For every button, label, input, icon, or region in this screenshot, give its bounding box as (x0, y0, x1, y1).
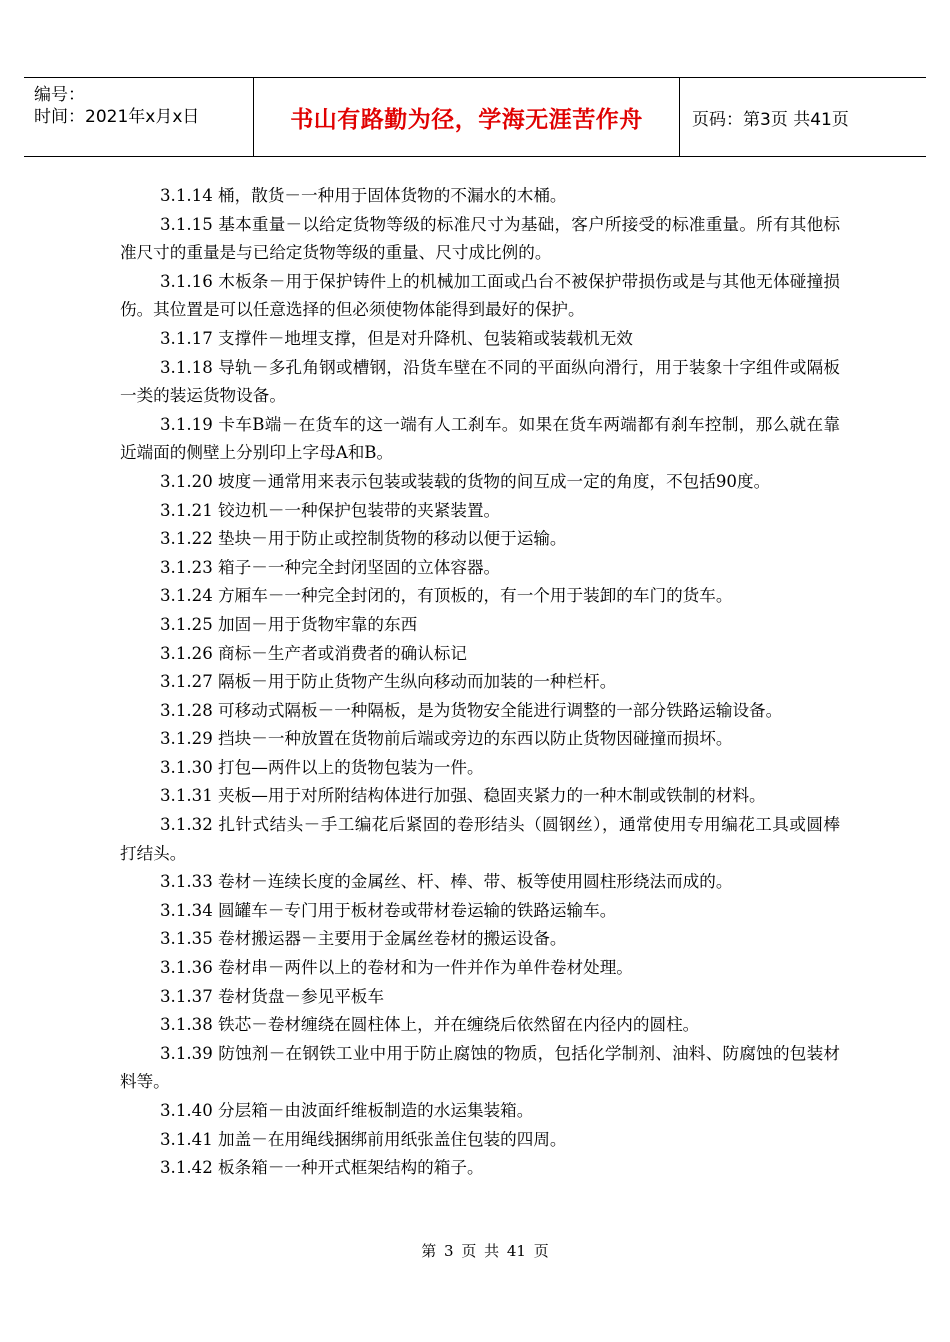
paragraph-3-1-34: 3.1.34 圆罐车－专门用于板材卷或带材卷运输的铁路运输车。 (160, 900, 617, 920)
paragraph-3-1-19: 3.1.19 卡车B端－在货车的这一端有人工刹车。如果在货车两端都有刹车控制，那么就在靠近端面的侧壁上分别印上字母A和B。 (120, 414, 840, 463)
paragraph-3-1-33: 3.1.33 卷材－连续长度的金属丝、杆、棒、带、板等使用圆柱形绕法而成的。 (160, 872, 733, 892)
paragraph-3-1-23: 3.1.23 箱子－一种完全封闭坚固的立体容器。 (160, 557, 501, 577)
paragraph-3-1-15: 3.1.15 基本重量－以给定货物等级的标准尺寸为基础，客户所接受的标准重量。所有其他标准尺寸的重量是与已给定货物等级的重量、尺寸成比例的。 (120, 214, 840, 263)
paragraph-3-1-14: 3.1.14 桶，散货－一种用于固体货物的不漏水的木桶。 (160, 186, 567, 205)
paragraph-3-1-39: 3.1.39 防蚀剂－在钢铁工业中用于防止腐蚀的物质，包括化学制剂、油料、防腐蚀的包装材料等。 (120, 1043, 840, 1092)
header-motto: 书山有路勤为径，学海无涯苦作舟 (254, 78, 680, 156)
header-meta (24, 78, 254, 156)
paragraph-3-1-31: 3.1.31 夹板—用于对所附结构体进行加强、稳固夹紧力的一种木制或铁制的材料。 (160, 786, 766, 806)
paragraph-3-1-20: 3.1.20 坡度－通常用来表示包装或装载的货物的间互成一定的角度，不包括90度。 (160, 471, 771, 491)
paragraph-3-1-18: 3.1.18 导轨－多孔角钢或槽钢，沿货车壁在不同的平面纵向滑行，用于装象十字组件或隔板一类的装运货物设备。 (120, 357, 840, 406)
paragraph-3-1-16: 3.1.16 木板条－用于保护铸件上的机械加工面或凸台不被保护带损伤或是与其他无体碰撞损伤。其位置是可以任意选择的但必须使物体能得到最好的保护。 (120, 271, 840, 320)
paragraph-3-1-38: 3.1.38 铁芯－卷材缠绕在圆柱体上，并在缠绕后依然留在内径内的圆柱。 (160, 1015, 700, 1035)
paragraph-3-1-37: 3.1.37 卷材货盘－参见平板车 (160, 986, 384, 1006)
paragraph-3-1-30: 3.1.30 打包—两件以上的货物包装为一件。 (160, 757, 484, 777)
paragraph-3-1-22: 3.1.22 垫块－用于防止或控制货物的移动以便于运输。 (160, 529, 567, 549)
paragraph-3-1-36: 3.1.36 卷材串－两件以上的卷材和为一件并作为单件卷材处理。 (160, 958, 633, 978)
paragraph-3-1-26: 3.1.26 商标－生产者或消费者的确认标记 (160, 643, 467, 663)
paragraph-3-1-17: 3.1.17 支撑件－地埋支撑，但是对升降机、包装箱或装载机无效 (160, 328, 633, 348)
paragraph-3-1-24: 3.1.24 方厢车－一种完全封闭的，有顶板的，有一个用于装卸的车门的货车。 (160, 586, 733, 606)
page-footer: 第 3 页 共 41 页 (421, 1242, 549, 1260)
page-header (24, 77, 926, 157)
paragraph-3-1-35: 3.1.35 卷材搬运器－主要用于金属丝卷材的搬运设备。 (160, 929, 567, 949)
paragraph-3-1-21: 3.1.21 铰边机－一种保护包装带的夹紧装置。 (160, 500, 501, 520)
paragraph-3-1-28: 3.1.28 可移动式隔板－一种隔板，是为货物安全能进行调整的一部分铁路运输设备。 (160, 700, 783, 720)
paragraph-3-1-41: 3.1.41 加盖－在用绳线捆绑前用纸张盖住包装的四周。 (160, 1129, 567, 1149)
paragraph-3-1-40: 3.1.40 分层箱－由波面纤维板制造的水运集装箱。 (160, 1101, 534, 1120)
document-number-label: 编号： (34, 85, 85, 105)
paragraph-3-1-29: 3.1.29 挡块－一种放置在货物前后端或旁边的东西以防止货物因碰撞而损坏。 (160, 729, 733, 749)
paragraph-3-1-25: 3.1.25 加固－用于货物牢靠的东西 (160, 614, 418, 634)
paragraph-3-1-27: 3.1.27 隔板－用于防止货物产生纵向移动而加装的一种栏杆。 (160, 672, 617, 692)
paragraph-3-1-42: 3.1.42 板条箱－一种开式框架结构的箱子。 (160, 1158, 484, 1178)
paragraph-3-1-32: 3.1.32 扎针式结头－手工编花后紧固的卷形结头（圆钢丝），通常使用专用编花工具或圆棒打结头。 (120, 815, 840, 863)
header-page-info: 页码：第3页 共41页 (692, 109, 849, 130)
document-time-label: 时间：2021年x月x日 (34, 107, 200, 127)
document-body (120, 182, 840, 1183)
